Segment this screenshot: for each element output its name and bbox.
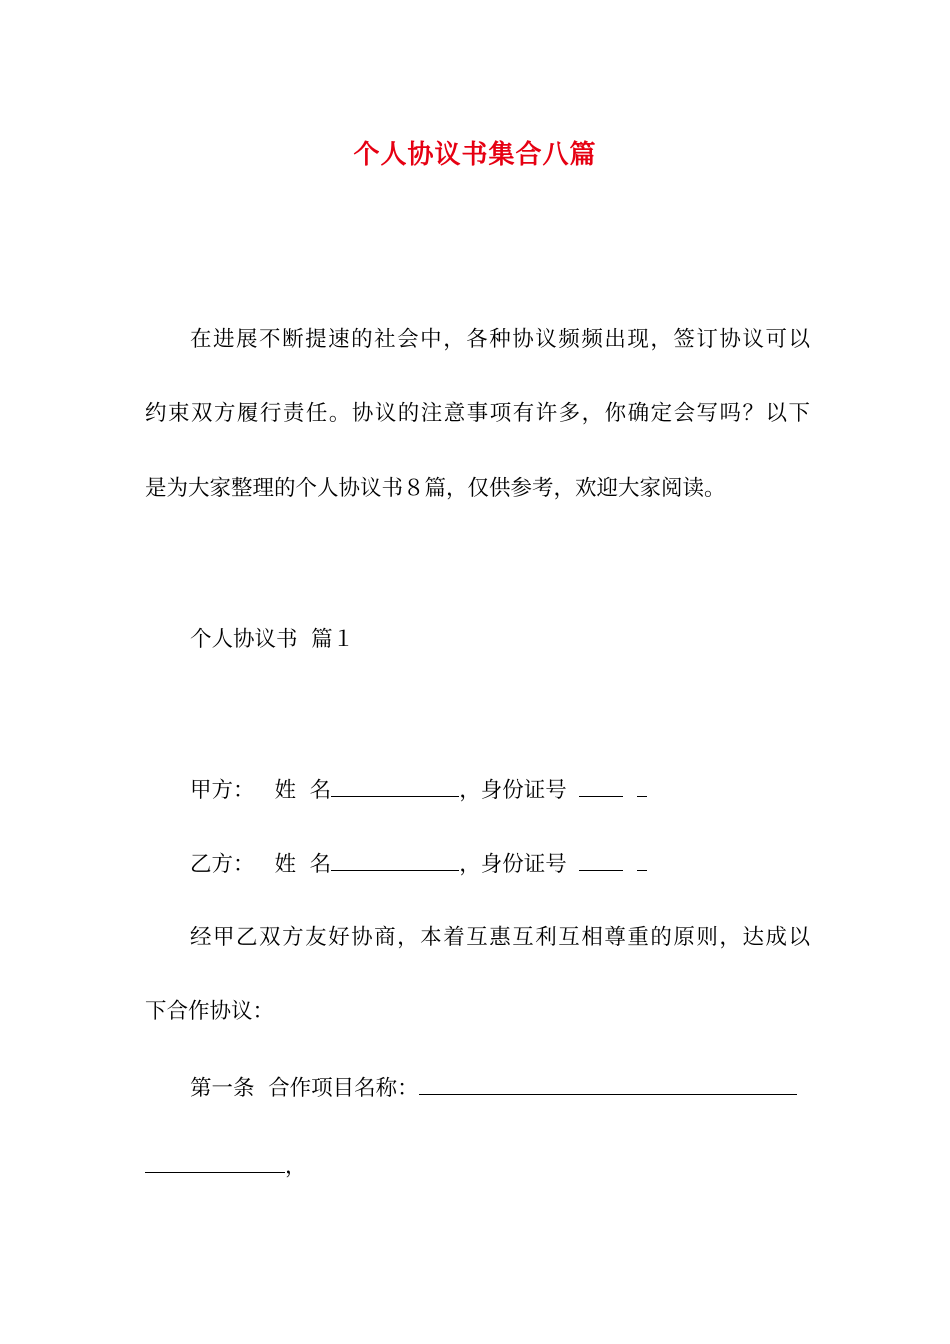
- article-1-blank-continued[interactable]: [145, 1150, 285, 1173]
- party-a-name-label: 姓 名: [274, 778, 332, 803]
- intro-line-3: 是为大家整理的个人协议书８篇，仅供参考，欢迎大家阅读。: [145, 476, 726, 501]
- article-1-blank[interactable]: [419, 1072, 797, 1095]
- article-1-label: 第一条 合作项目名称：: [190, 1076, 419, 1101]
- party-a-label: 甲方：: [190, 778, 255, 803]
- intro-line-2: 约束双方履行责任。协议的注意事项有许多，你确定会写吗？以下: [145, 401, 810, 426]
- party-a-row: [190, 774, 810, 806]
- party-a-name-blank[interactable]: [331, 774, 459, 797]
- intro-line-1: 在进展不断提速的社会中，各种协议频频出现，签订协议可以: [190, 327, 810, 352]
- document-title: 个人协议书集合八篇: [353, 140, 597, 170]
- article-1-tail: ，: [285, 1154, 307, 1179]
- agreement-intro-line-2: 下合作协议：: [145, 999, 275, 1024]
- section-heading: 个人协议书 篇１: [190, 627, 355, 652]
- party-b-name-label: 姓 名: [274, 852, 332, 877]
- party-a-id-blank[interactable]: [579, 774, 623, 797]
- party-a-id-blank-tail[interactable]: [637, 774, 647, 797]
- agreement-intro-line-1: 经甲乙双方友好协商，本着互惠互利互相尊重的原则，达成以: [190, 925, 810, 950]
- party-b-name-blank[interactable]: [331, 848, 459, 871]
- party-b-id-blank-tail[interactable]: [637, 848, 647, 871]
- party-b-id-label: ，身份证号: [459, 852, 567, 877]
- party-b-row: [190, 848, 810, 880]
- party-b-id-blank[interactable]: [579, 848, 623, 871]
- party-b-label: 乙方：: [190, 852, 255, 877]
- article-1-continuation: [145, 1150, 810, 1182]
- article-1-row: [190, 1072, 810, 1104]
- party-a-id-label: ，身份证号: [459, 778, 567, 803]
